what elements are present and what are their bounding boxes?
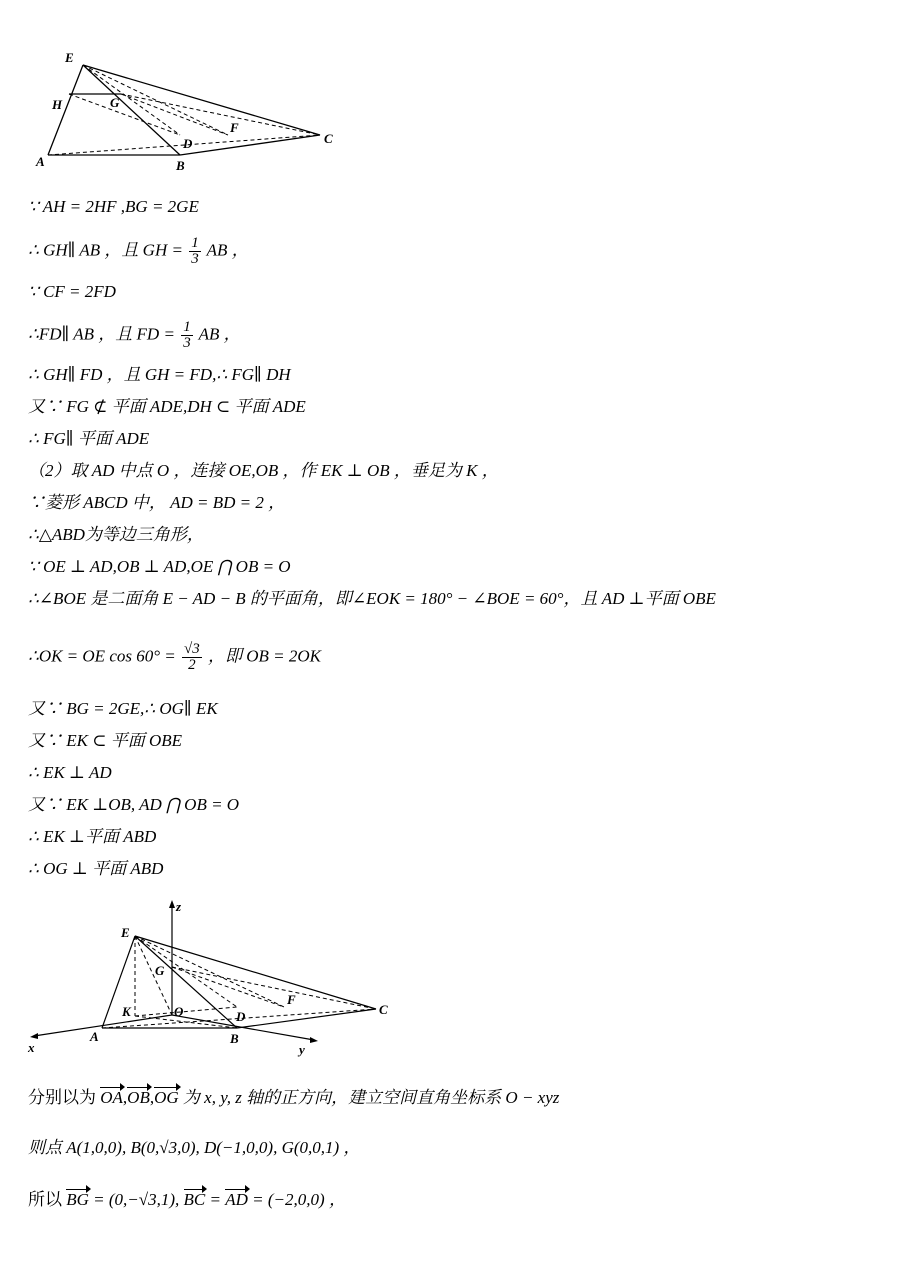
- proof-line-2: [28, 236, 249, 267]
- coordinate-setup-line: 分别以为 OA,OB,OG 为 x, y, z 轴的正方向，建立空间直角坐标系 O − xyz: [28, 1088, 560, 1107]
- proof-line-14: 又∵ BG = 2GE,∴ OG∥ EK: [28, 699, 218, 718]
- proof-line-3: ∵ CF = 2FD: [28, 282, 116, 301]
- proof-line-1: ∵ AH = 2HF ,BG = 2GE: [28, 197, 199, 216]
- fraction-one-third: $\frac{1}{3}$: [191, 235, 199, 267]
- label-B: B: [176, 158, 185, 173]
- proof-line-2-end: AB ，: [206, 240, 249, 260]
- label-A: A: [36, 154, 45, 169]
- vector-OA: OA: [100, 1088, 123, 1107]
- points-line: 则点 A(1,0,0), B(0,√3,0), D(−1,0,0), G(0,0,1) ，: [28, 1138, 361, 1157]
- label-G: G: [110, 95, 120, 110]
- label-G2: G: [155, 963, 165, 978]
- label-E2: E: [121, 925, 130, 940]
- label-O: O: [174, 1004, 184, 1019]
- fraction-one-third-2: $\frac{1}{3}$: [183, 319, 191, 351]
- proof-line-17: 又∵ EK ⊥OB, AD ⋂ OB = O: [28, 795, 240, 814]
- vector-BG: BG: [66, 1190, 89, 1209]
- coord-middle: 为 x, y, z 轴的正方向，建立空间直角坐标系 O − xyz: [182, 1088, 560, 1107]
- vector-OG: OG: [154, 1088, 179, 1107]
- vector-AD: AD: [225, 1190, 248, 1209]
- proof-line-5: ∴ GH∥ FD ，且 GH = FD,∴ FG∥ DH: [28, 365, 291, 384]
- proof-line-19: ∴ OG ⊥ 平面 ABD: [28, 859, 164, 878]
- label-D2: D: [236, 1009, 246, 1024]
- proof-line-16: ∴ EK ⊥ AD: [28, 763, 112, 782]
- proof-line-7: ∴ FG∥ 平面 ADE: [28, 429, 150, 448]
- label-F2: F: [287, 992, 296, 1007]
- proof-line-12: ∴∠BOE 是二面角 E − AD − B 的平面角，即∠EOK = 180° − ∠BOE = 60°，且 AD ⊥平面 OBE: [28, 589, 716, 608]
- label-C: C: [324, 131, 333, 146]
- equals-sign: =: [209, 1190, 221, 1209]
- figure-1-pyramid: [28, 45, 348, 175]
- label-A2: A: [90, 1029, 99, 1044]
- figure-2-coordinate-system: [22, 895, 402, 1060]
- label-F: F: [230, 120, 239, 135]
- vector-BG-value: = (0,−√3,1),: [93, 1190, 180, 1209]
- proof-line-6: 又∵ FG ⊄ 平面 ADE,DH ⊂ 平面 ADE: [28, 397, 306, 416]
- label-K: K: [122, 1004, 131, 1019]
- proof-line-18: ∴ EK ⊥平面 ABD: [28, 827, 157, 846]
- vector-OB: OB: [127, 1088, 150, 1107]
- label-H: H: [52, 97, 63, 112]
- vectors-prefix: 所以: [28, 1190, 62, 1209]
- label-y: y: [299, 1042, 305, 1057]
- proof-line-13-end: ，即 OB = 2OK: [207, 646, 321, 666]
- proof-line-15: 又∵ EK ⊂ 平面 OBE: [28, 731, 183, 750]
- proof-line-9: ∵菱形 ABCD 中， AD = BD = 2 ，: [28, 493, 286, 512]
- label-B2: B: [230, 1031, 239, 1046]
- proof-line-10: ∴△ABD为等边三角形，: [28, 525, 204, 544]
- proof-line-11: ∵ OE ⊥ AD,OB ⊥ AD,OE ⋂ OB = O: [28, 557, 291, 576]
- label-x: x: [28, 1040, 35, 1055]
- proof-line-8: （2）取 AD 中点 O ，连接 OE,OB ，作 EK ⊥ OB ，垂足为 K ，: [28, 461, 499, 480]
- proof-line-4-end: AB ，: [198, 324, 241, 344]
- proof-line-4-start: ∴FD∥ AB ，且 FD =: [28, 324, 175, 344]
- vector-AD-value: = (−2,0,0) ，: [252, 1190, 346, 1209]
- label-D: D: [183, 136, 193, 151]
- proof-line-13: [28, 642, 321, 673]
- fraction-sqrt3-over-2: $\frac{√3}{2}$: [184, 641, 200, 673]
- proof-line-13-start: ∴OK = OE cos 60° =: [28, 646, 176, 666]
- coord-prefix: 分别以为: [28, 1088, 96, 1107]
- label-E: E: [65, 50, 74, 65]
- vectors-line: [28, 1189, 346, 1211]
- proof-line-4: [28, 320, 241, 351]
- label-z: z: [176, 899, 182, 914]
- vector-BC: BC: [183, 1190, 206, 1209]
- label-C2: C: [379, 1002, 388, 1017]
- proof-line-2-start: ∴ GH∥ AB ，且 GH =: [28, 240, 183, 260]
